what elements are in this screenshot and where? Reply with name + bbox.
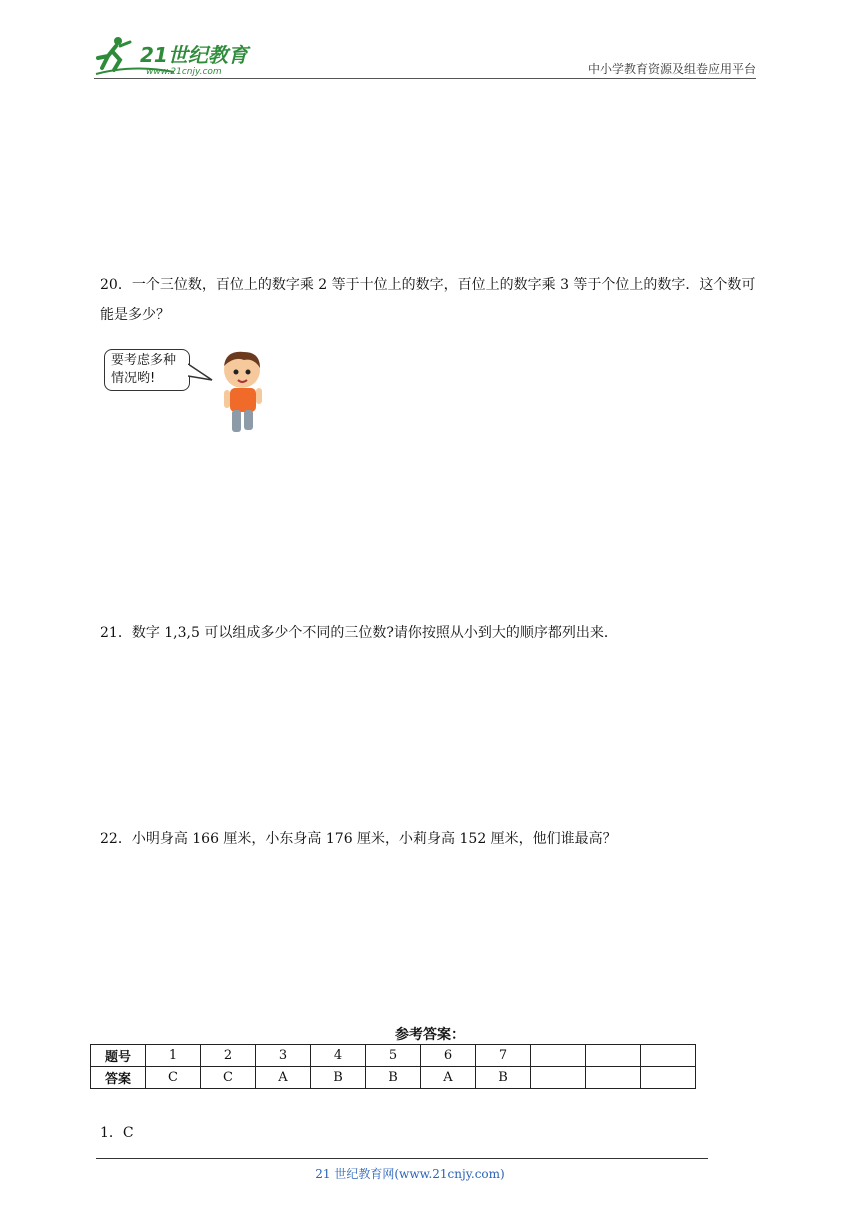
question-number: 1 — [146, 1045, 201, 1067]
question-number: 4 — [311, 1045, 366, 1067]
answer-cell: A — [256, 1067, 311, 1089]
question-number — [641, 1045, 696, 1067]
footer-link[interactable]: 21 世纪教育网(www.21cnjy.com) — [315, 1167, 505, 1181]
runner-icon — [98, 37, 130, 70]
speech-bubble-line-2: 情况哟! — [111, 371, 156, 386]
question-number: 6 — [421, 1045, 476, 1067]
question-number: 7 — [476, 1045, 531, 1067]
row-label-number: 题号 — [91, 1045, 146, 1067]
speech-bubble — [104, 349, 190, 391]
answer-key-number-row — [91, 1045, 696, 1067]
answer-cell — [531, 1067, 586, 1089]
speech-bubble-line-1: 要考虑多种 — [111, 353, 177, 368]
question-22: 22．小明身高 166 厘米，小东身高 176 厘米，小莉身高 152 厘米，他们谁最高？ — [100, 831, 617, 847]
question-number — [531, 1045, 586, 1067]
answer-cell: B — [476, 1067, 531, 1089]
answer-1: 1．C — [100, 1125, 134, 1141]
answer-cell: C — [201, 1067, 256, 1089]
question-number: 5 — [366, 1045, 421, 1067]
boy-illustration — [214, 348, 276, 436]
answer-key-title: 参考答案： — [395, 1027, 465, 1043]
footer-divider — [96, 1158, 708, 1159]
question-number: 2 — [201, 1045, 256, 1067]
question-21: 21．数字 1,3,5 可以组成多少个不同的三位数?请你按照从小到大的顺序都列出来． — [100, 625, 618, 641]
question-number: 3 — [256, 1045, 311, 1067]
platform-name: 中小学教育资源及组卷应用平台 — [587, 62, 756, 76]
question-20: 20．一个三位数，百位上的数字乘 2 等于十位上的数字，百位上的数字乘 3 等于个位上的数字．这个数可能是多少？ — [100, 277, 756, 323]
answer-key-table — [90, 1044, 696, 1089]
answer-key-answer-row — [91, 1067, 696, 1089]
answer-cell: B — [366, 1067, 421, 1089]
answer-cell: A — [421, 1067, 476, 1089]
row-label-answer: 答案 — [91, 1067, 146, 1089]
answer-cell: C — [146, 1067, 201, 1089]
answer-cell — [641, 1067, 696, 1089]
answer-cell — [586, 1067, 641, 1089]
logo-text: 21世纪教育 — [140, 43, 248, 67]
header-divider — [94, 78, 756, 79]
site-logo — [94, 34, 264, 78]
question-number — [586, 1045, 641, 1067]
answer-cell: B — [311, 1067, 366, 1089]
logo-url: www.21cnjy.com — [146, 67, 222, 77]
